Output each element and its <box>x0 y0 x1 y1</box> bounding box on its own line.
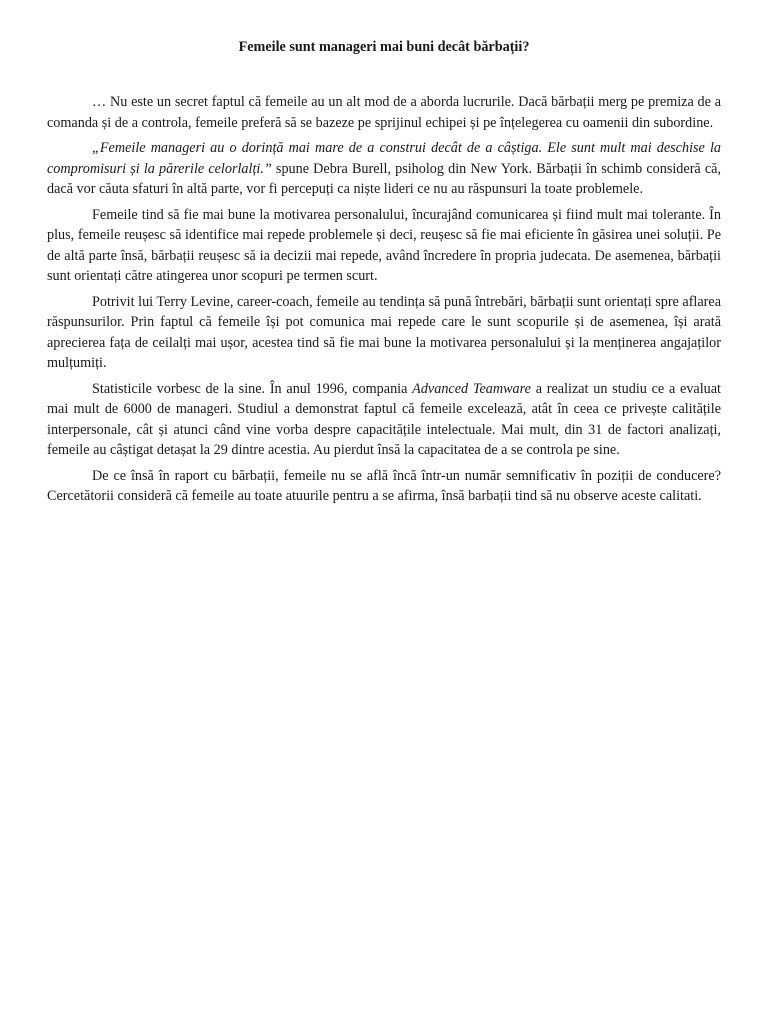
paragraph-5 <box>47 379 721 461</box>
paragraph-1: … Nu este un secret faptul că femeile au un alt mod de a aborda lucrurile. Dacă bărbații merg pe premiza de a comanda și de a controla, femeile preferă să se bazeze pe sprijinul echipei și pe înțelegerea cu oamenii din subordine. <box>47 94 721 131</box>
paragraph-2 <box>47 138 721 200</box>
paragraph-5-end: a realizat un studiu ce a evaluat mai mult de 6000 de manageri. Studiul a demonstrat faptul că femeile excelează, atât în ceea ce privește calitățile interpersonale, cât și atunci când vine vorba despre capacitățile intelectuale. Mai mult, din 31 de factori analizați, femeile au câștigat detașat la 29 dintre acestia. Au pierdut însă la capacitatea de a se controla pe sine. <box>47 380 721 458</box>
document-page <box>47 37 721 512</box>
document-title: Femeile sunt manageri mai buni decât bărbații? <box>238 39 530 55</box>
paragraph-6: De ce însă în raport cu bărbații, femeile nu se află încă într-un număr semnificativ în poziții de conducere? Cercetătorii consideră că femeile au toate atuurile pentru a se afirma, însă barbații tind să nu observe aceste calitati. <box>47 467 721 504</box>
paragraph-4: Potrivit lui Terry Levine, career-coach, femeile au tendința să pună întrebări, bărbații sunt orientați spre aflarea răspunsurilor. Prin faptul că femeile își pot comunica mai repede care le sunt scopurile și de asemenea, își arată aprecierea fața de ceilalți mai ușor, acestea tind să fie mai bune la motivarea personalului și la menținerea angajaților mulțumiți. <box>47 293 721 371</box>
paragraph-5-start: Statisticile vorbesc de la sine. În anul 1996, compania <box>92 380 413 397</box>
company-name: Advanced Teamware <box>412 380 531 397</box>
paragraph-2-rest: spune Debra Burell, psiholog din New York. Bărbații în schimb consideră că, dacă vor căuta sfaturi în altă parte, vor fi percepuți ca niște lideri ce nu au răspunsuri la toate problemele. <box>47 160 721 197</box>
paragraph-3: Femeile tind să fie mai bune la motivarea personalului, încurajând comunicarea și fiind mult mai tolerante. În plus, femeile reușesc să identifice mai repede problemele și deci, reușesc să fie mai eficiente în găsirea unei soluții. Pe de altă parte însă, bărbații reușesc să ia decizii mai repede, având încredere în propria judecata. De asemenea, bărbații sunt orientați către atingerea unor scopuri pe termen scurt. <box>47 206 721 284</box>
quote-text: „Femeile manageri au o dorință mai mare de a construi decât de a câștiga. Ele sunt mult mai deschise la compromisuri și la părerile celorlalți.” <box>47 140 721 177</box>
